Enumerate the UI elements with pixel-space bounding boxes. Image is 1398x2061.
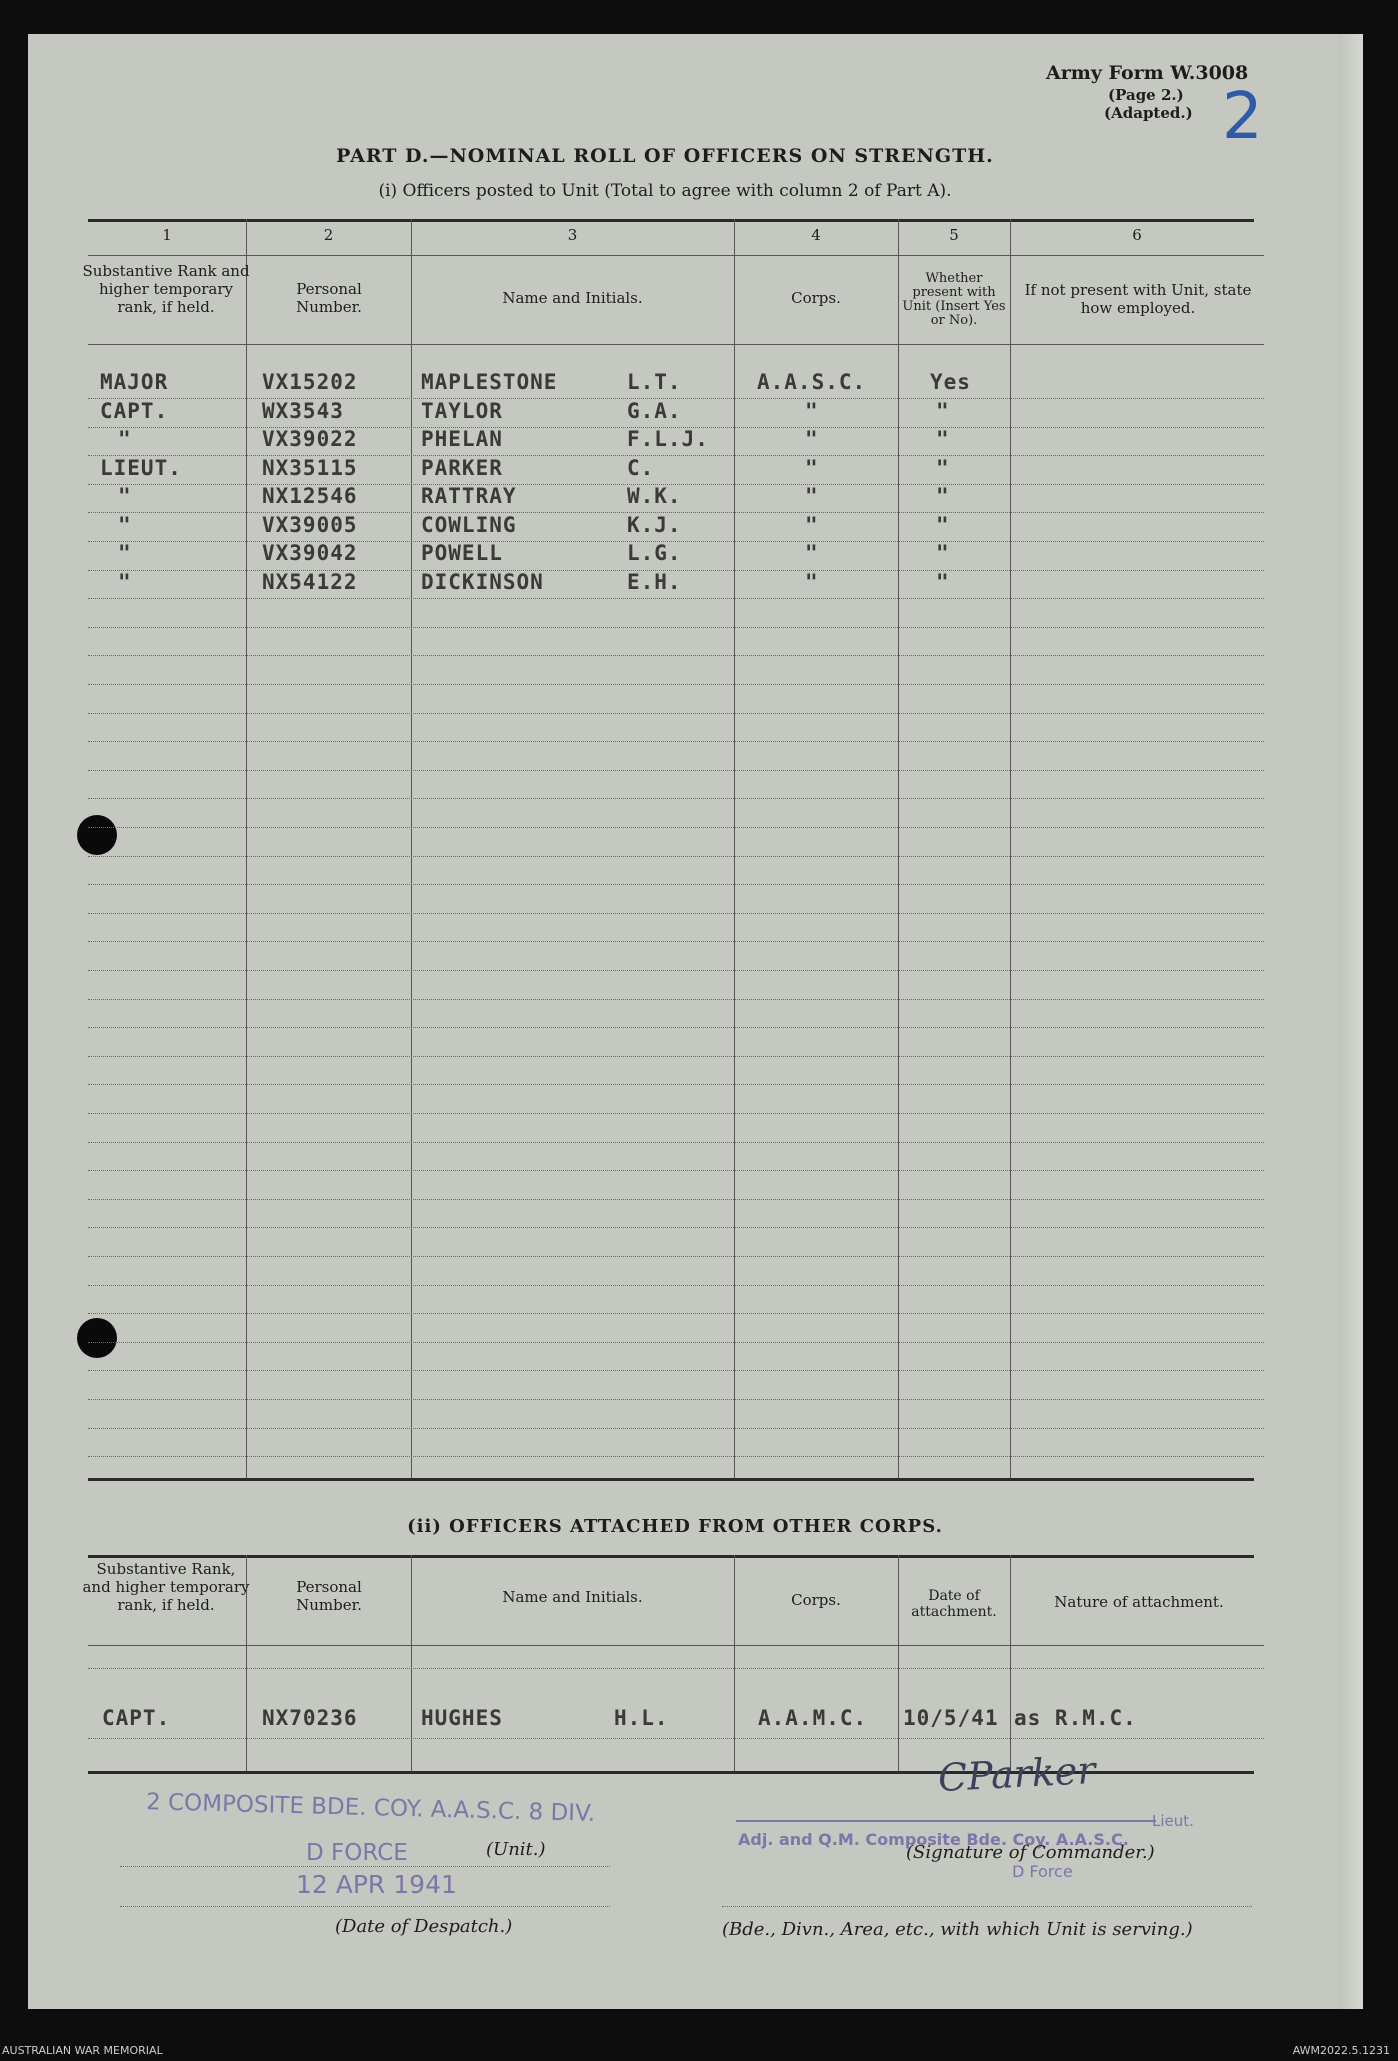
ruled-line xyxy=(88,1370,1264,1371)
row-present: " xyxy=(936,512,950,537)
part-ii-header-rule xyxy=(88,1645,1264,1646)
ruled-line xyxy=(88,1084,1264,1085)
unit-stamp-line1: 2 COMPOSITE BDE. COY. A.A.S.C. 8 DIV. xyxy=(145,1789,596,1827)
col-header-present: Whether present with Unit (Insert Yes or No). xyxy=(902,271,1006,328)
row-present: Yes xyxy=(930,370,971,394)
unit-stamp-line2: D FORCE xyxy=(306,1840,408,1866)
part-d-heading: PART D.—NOMINAL ROLL OF OFFICERS ON STRENGTH. xyxy=(336,145,994,167)
credit-right: AWM2022.5.1231 xyxy=(1292,2044,1390,2057)
ii-header-nature: Nature of attachment. xyxy=(1054,1593,1224,1611)
form-sheet xyxy=(28,34,1363,2009)
row-name: PHELAN xyxy=(421,427,503,451)
row-corps: " xyxy=(805,569,819,594)
date-stamp: 12 APR 1941 xyxy=(296,1870,457,1899)
ruled-line xyxy=(88,1456,1264,1457)
row-name: DICKINSON xyxy=(421,569,544,594)
ruled-line xyxy=(88,913,1264,914)
ruled-line xyxy=(88,941,1264,942)
ii-header-date: Date of attachment. xyxy=(911,1588,997,1620)
signature-label: (Signature of Commander.) xyxy=(906,1842,1155,1863)
row-present: " xyxy=(936,455,950,480)
ruled-line xyxy=(88,598,1264,599)
row-rank: MAJOR xyxy=(100,370,169,394)
row-corps: " xyxy=(805,541,819,565)
ruled-line xyxy=(88,856,1264,857)
unit-line xyxy=(120,1866,610,1867)
col-number: 5 xyxy=(949,226,959,244)
ruled-line xyxy=(88,684,1264,685)
ruled-line xyxy=(88,884,1264,885)
ruled-line xyxy=(88,1399,1264,1400)
form-page: (Page 2.) xyxy=(1108,86,1184,104)
ruled-line xyxy=(88,770,1264,771)
ii-rank: CAPT. xyxy=(102,1706,171,1730)
row-corps: A.A.S.C. xyxy=(757,370,867,394)
col-header-name: Name and Initials. xyxy=(502,289,643,307)
ruled-line xyxy=(88,627,1264,628)
ruled-line xyxy=(88,713,1264,714)
row-name: PARKER xyxy=(421,455,503,480)
ruled-line xyxy=(88,1227,1264,1228)
row-corps: " xyxy=(805,484,819,508)
form-adapted: (Adapted.) xyxy=(1104,104,1193,122)
col-number: 2 xyxy=(323,226,334,244)
part-d-subheading: (i) Officers posted to Unit (Total to agree with column 2 of Part A). xyxy=(378,181,952,201)
col-number: 1 xyxy=(162,226,172,244)
row-rank: " xyxy=(118,569,132,594)
ruled-line xyxy=(88,999,1264,1000)
row-number: VX39042 xyxy=(262,541,358,565)
col-number: 3 xyxy=(567,226,578,244)
row-name: TAYLOR xyxy=(421,398,503,423)
row-corps: " xyxy=(805,512,819,537)
ruled-line xyxy=(88,1142,1264,1143)
sig-stamp-rank: Lieut. xyxy=(1152,1812,1194,1830)
row-rank: " xyxy=(118,427,132,451)
date-line xyxy=(120,1906,610,1907)
table-bottom-rule xyxy=(88,1478,1254,1481)
ruled-line xyxy=(88,798,1264,799)
row-name: POWELL xyxy=(421,541,503,565)
sig-stamp-force: D Force xyxy=(1012,1862,1073,1881)
sig-stamp-rule xyxy=(736,1820,1156,1822)
ruled-line xyxy=(88,741,1264,742)
col-divider xyxy=(898,219,899,1478)
ii-number: NX70236 xyxy=(262,1706,358,1730)
row-number: VX39005 xyxy=(262,512,358,537)
col-divider xyxy=(411,219,412,1478)
col-divider xyxy=(734,219,735,1478)
row-initials: G.A. xyxy=(627,398,682,423)
ii-header-rank: Substantive Rank, and higher temporary rank, if held. xyxy=(82,1560,250,1614)
bde-line xyxy=(722,1906,1252,1907)
ruled-line xyxy=(88,1285,1264,1286)
row-present: " xyxy=(936,398,950,423)
ruled-line xyxy=(88,1738,1264,1739)
row-number: NX54122 xyxy=(262,569,358,594)
bde-label: (Bde., Divn., Area, etc., with which Unit is serving.) xyxy=(722,1919,1193,1940)
part-ii-heading: (ii) OFFICERS ATTACHED FROM OTHER CORPS. xyxy=(407,1516,943,1537)
punch-hole-top xyxy=(77,815,117,855)
ruled-line xyxy=(88,1199,1264,1200)
row-number: VX15202 xyxy=(262,370,358,394)
ruled-line xyxy=(88,827,1264,828)
ii-corps: A.A.M.C. xyxy=(758,1706,868,1730)
ii-date: 10/5/41 xyxy=(903,1706,999,1730)
ii-header-name: Name and Initials. xyxy=(502,1588,643,1606)
ii-name: HUGHES xyxy=(421,1706,503,1730)
col-header-number: Personal Number. xyxy=(296,280,362,316)
row-corps: " xyxy=(805,398,819,423)
row-initials: E.H. xyxy=(627,569,682,594)
ruled-line xyxy=(88,1256,1264,1257)
row-initials: K.J. xyxy=(627,512,682,537)
handwritten-page-number: 2 xyxy=(1222,80,1263,154)
row-initials: W.K. xyxy=(627,484,682,508)
sig-stamp-line1: Adj. and Q.M. Composite Bde. Coy. A.A.S.C. xyxy=(738,1830,1129,1849)
row-rank: " xyxy=(118,484,132,508)
row-corps: " xyxy=(805,427,819,451)
row-rank: " xyxy=(118,541,132,565)
row-number: VX39022 xyxy=(262,427,358,451)
col-number-rule xyxy=(88,255,1264,256)
ruled-line xyxy=(88,1313,1264,1314)
credit-left: AUSTRALIAN WAR MEMORIAL xyxy=(2,2044,163,2057)
header-bottom-rule xyxy=(88,344,1264,345)
unit-label: (Unit.) xyxy=(486,1839,546,1860)
row-number: WX3543 xyxy=(262,398,344,423)
table-top-rule xyxy=(88,219,1254,222)
row-number: NX35115 xyxy=(262,455,358,480)
ruled-line xyxy=(88,1342,1264,1343)
ii-header-corps: Corps. xyxy=(791,1591,841,1609)
row-initials: C. xyxy=(627,455,655,480)
ruled-line xyxy=(88,655,1264,656)
part-ii-top-rule xyxy=(88,1555,1254,1558)
row-initials: L.T. xyxy=(627,370,682,394)
row-rank: LIEUT. xyxy=(100,455,182,480)
ii-header-number: Personal Number. xyxy=(296,1578,362,1614)
ruled-line xyxy=(88,1668,1264,1669)
ruled-line xyxy=(88,1428,1264,1429)
row-present: " xyxy=(936,569,950,594)
date-label: (Date of Despatch.) xyxy=(335,1916,513,1937)
col-header-corps: Corps. xyxy=(791,289,841,307)
col-divider xyxy=(246,219,247,1478)
ii-nature: as R.M.C. xyxy=(1014,1706,1137,1730)
row-name: COWLING xyxy=(421,512,517,537)
ii-initials: H.L. xyxy=(614,1706,669,1730)
punch-hole-bottom xyxy=(77,1318,117,1358)
row-corps: " xyxy=(805,455,819,480)
ruled-line xyxy=(88,1027,1264,1028)
row-present: " xyxy=(936,541,950,565)
row-number: NX12546 xyxy=(262,484,358,508)
row-present: " xyxy=(936,427,950,451)
col-number: 6 xyxy=(1132,226,1142,244)
col-header-employed: If not present with Unit, state how employed. xyxy=(1024,281,1252,317)
commander-signature: CParker xyxy=(936,1747,1097,1801)
paper-edge xyxy=(1338,34,1363,2009)
row-present: " xyxy=(936,484,950,508)
row-rank: CAPT. xyxy=(100,398,169,423)
ruled-line xyxy=(88,1113,1264,1114)
col-header-rank: Substantive Rank and higher temporary rank, if held. xyxy=(82,262,250,316)
row-name: MAPLESTONE xyxy=(421,370,558,394)
col-divider xyxy=(1010,219,1011,1478)
ruled-line xyxy=(88,1056,1264,1057)
row-rank: " xyxy=(118,512,132,537)
row-name: RATTRAY xyxy=(421,484,517,508)
form-title: Army Form W.3008 xyxy=(1046,62,1249,84)
ruled-line xyxy=(88,970,1264,971)
row-initials: L.G. xyxy=(627,541,682,565)
col-number: 4 xyxy=(811,226,821,244)
ruled-line xyxy=(88,1170,1264,1171)
row-initials: F.L.J. xyxy=(627,427,709,451)
